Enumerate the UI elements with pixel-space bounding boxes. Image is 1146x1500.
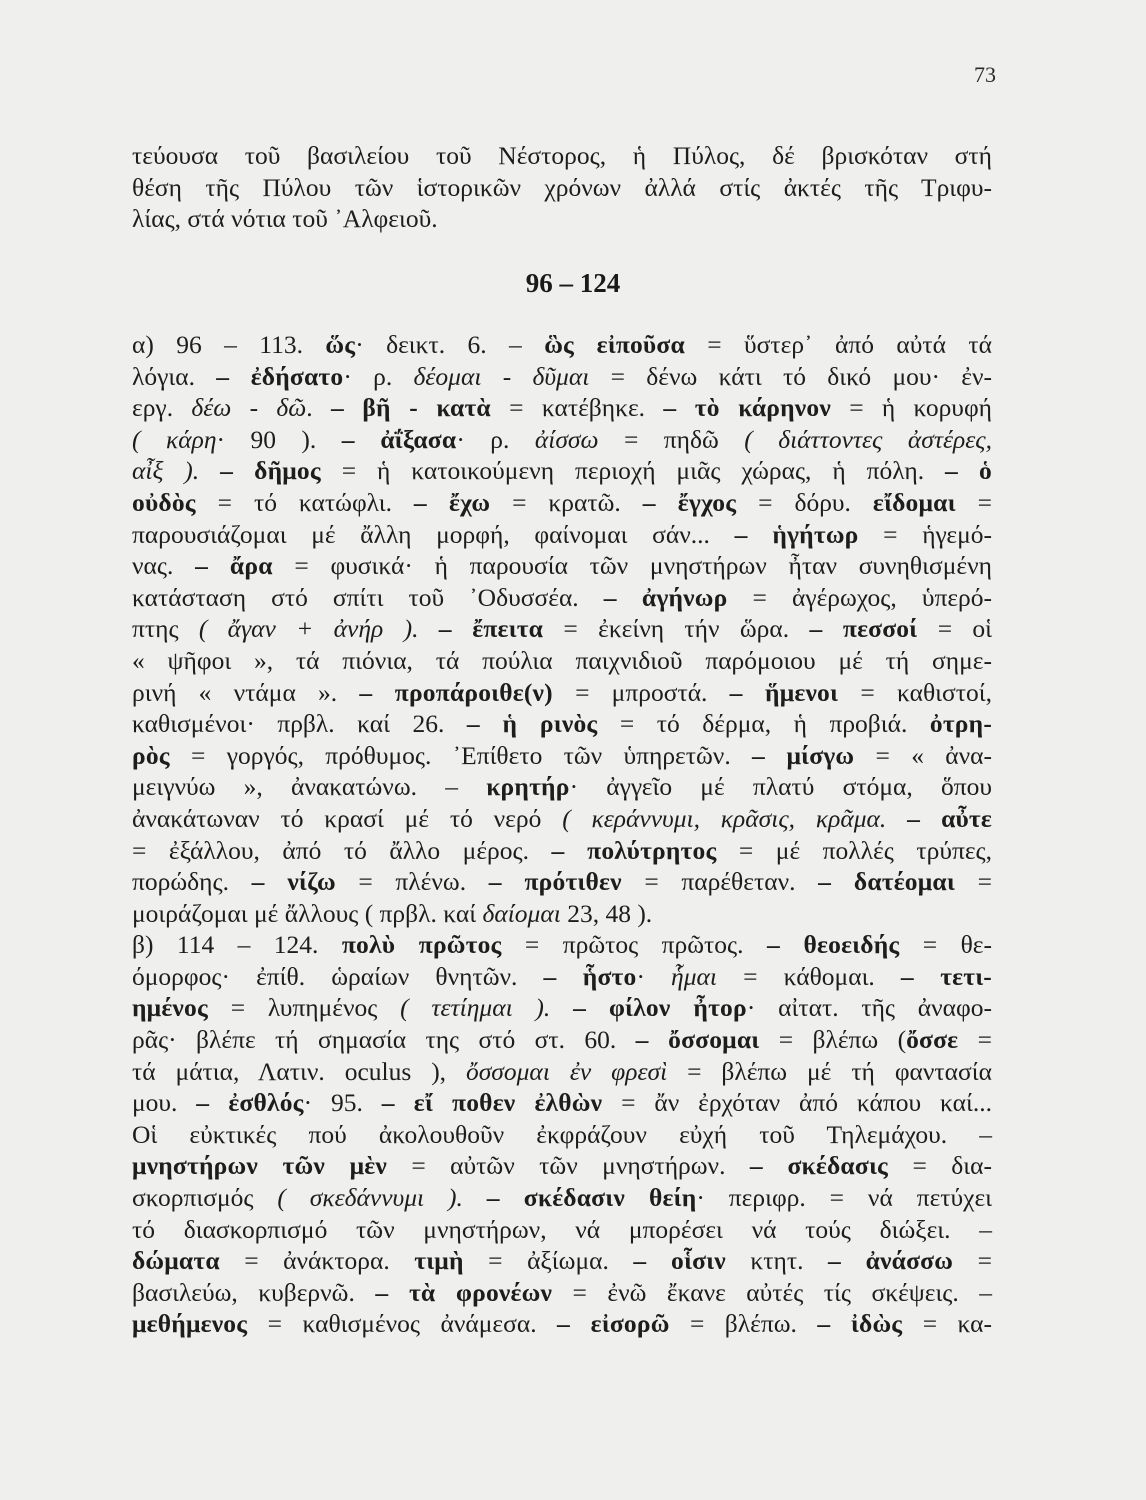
commentary-line <box>132 1214 992 1246</box>
text-line: λίας, στά νότια τοῦ ᾿Αλφειοῦ. <box>132 204 438 234</box>
commentary-line <box>132 550 992 582</box>
gloss-text: ρινή « ντάμα ». <box>132 677 360 707</box>
italic-term: δέομαι - δῦμαι <box>413 361 590 391</box>
commentary-line <box>132 677 992 709</box>
gloss-text: = « ἀνα- <box>854 740 992 770</box>
commentary-line <box>132 740 992 772</box>
gloss-text: · ρ. <box>343 361 414 391</box>
commentary-line <box>132 898 992 930</box>
lemma: ημένος <box>132 993 208 1023</box>
gloss-text: · αἰτατ. τῆς ἀναφο- <box>746 993 992 1023</box>
gloss-text: = πλένω. <box>335 867 489 897</box>
italic-term: ( διάττοντες ἀστέρες, <box>744 424 993 454</box>
gloss-text: βασιλεύω, κυβερνῶ. <box>132 1277 376 1307</box>
gloss-text: α) 96 – 113. <box>132 330 326 359</box>
lemma: – εἴ ποθεν ἐλθὼν <box>381 1088 603 1118</box>
commentary-line <box>132 613 992 645</box>
lemma: – ἄρα <box>195 551 273 581</box>
gloss-text: = ἄν ἐρχόταν ἀπό κάπου καί... <box>602 1088 992 1118</box>
lemma: – ἀΐξασα <box>341 424 457 454</box>
gloss-text: · ἀγγεῖο μέ πλατύ στόμα, ὅπου <box>569 772 992 802</box>
gloss-text <box>550 993 573 1022</box>
commentary-line <box>132 1182 992 1214</box>
commentary-line <box>132 803 992 835</box>
gloss-text: = κρατῶ. <box>490 487 643 517</box>
commentary-line <box>132 1245 992 1277</box>
lemma: – τὸ κάρηνον <box>663 393 831 423</box>
lemma: ὀτρη- <box>929 709 993 739</box>
lemma: – βῆ - κατὰ <box>330 393 491 423</box>
gloss-text: Οἱ εὐκτικές πού ἀκολουθοῦν ἐκφράζουν εὐχή τοῦ Τηλεμάχου. – <box>132 1119 992 1149</box>
gloss-text: « ψῆφοι », τά πιόνια, τά πούλια παιχνιδιοῦ παρόμοιου μέ τή σημε- <box>132 645 992 675</box>
commentary-line <box>132 929 992 961</box>
gloss-text: = ἡ κατοικούμενη περιοχή μιᾶς χώρας, ἡ πόλη. <box>320 456 945 486</box>
commentary-line <box>132 1087 992 1119</box>
lemma: κρητήρ <box>486 772 570 802</box>
lemma: δώματα <box>132 1246 220 1276</box>
lemma: εἴδομαι <box>872 487 956 517</box>
gloss-text: τά μάτια, Λατιν. oculus ), <box>132 1056 466 1086</box>
lemma: – θεοειδής <box>766 930 900 960</box>
gloss-text: = ἀγέρωχος, ὑπερό- <box>727 582 993 612</box>
commentary-line <box>132 455 992 487</box>
lemma: – ἧστο <box>543 961 637 991</box>
commentary-line <box>132 866 992 898</box>
italic-term: ὄσσομαι ἐν φρεσὶ <box>465 1056 668 1086</box>
commentary-line <box>132 392 992 424</box>
gloss-text: ρᾶς· βλέπε τή σημασία της στό στ. 60. <box>132 1025 636 1055</box>
lemma: – πολύτρητος <box>551 835 717 865</box>
gloss-text: = δόρυ. <box>736 487 873 517</box>
gloss-text: = κα- <box>902 1309 993 1339</box>
gloss-text: = βλέπω. <box>669 1309 818 1339</box>
commentary-line <box>132 519 992 551</box>
gloss-text: κτητ. <box>725 1246 828 1276</box>
gloss-text: = καθισμένος ἀνάμεσα. <box>247 1309 558 1339</box>
lemma: πολὺ πρῶτος <box>341 930 502 960</box>
commentary-line <box>132 771 992 803</box>
lemma: – σκέδασις <box>749 1151 889 1181</box>
gloss-text: εργ. <box>132 393 192 423</box>
commentary-block <box>132 329 992 1340</box>
commentary-line <box>132 1056 992 1088</box>
italic-term: ( σκεδάννυμι ). <box>277 1183 463 1213</box>
lemma: ὣς εἰποῦσα <box>544 330 685 359</box>
gloss-text: = τό κατώφλι. <box>195 487 414 517</box>
gloss-text: = ἡγεμό- <box>858 519 993 549</box>
lemma: – ὁ <box>944 456 992 486</box>
commentary-line <box>132 1308 992 1340</box>
gloss-text: = μέ πολλές τρύπες, <box>716 835 992 865</box>
gloss-text: · <box>636 961 672 991</box>
lemma: – τετι- <box>900 961 992 991</box>
gloss-text: = φυσικά· ἡ παρουσία τῶν μνηστήρων ἦταν συνηθισμένη <box>272 551 992 581</box>
gloss-text: σκορπισμός <box>132 1183 278 1213</box>
lemma: – δῆμος <box>220 456 321 486</box>
gloss-text: = καθιστοί, <box>838 677 993 707</box>
italic-term: δέω - δῶ <box>191 393 307 423</box>
lemma: – προπάροιθε(ν) <box>359 677 553 707</box>
italic-term: ἧμαι <box>671 961 717 991</box>
gloss-text: μειγνύω », ἀνακατώνω. – <box>132 772 487 802</box>
gloss-text: = αὐτῶν τῶν μνηστήρων. <box>386 1151 750 1181</box>
gloss-text: = ἡ κορυφή <box>830 393 992 423</box>
commentary-line <box>132 1024 992 1056</box>
gloss-text: = θε- <box>899 930 993 960</box>
lemma: – δατέομαι <box>818 867 955 897</box>
italic-term: ( κεράννυμι, κρᾶσις, κρᾶμα. <box>562 803 887 833</box>
gloss-text: · 95. <box>303 1088 382 1118</box>
gloss-text: = <box>955 487 992 517</box>
italic-term: αἶξ ). <box>132 456 200 486</box>
gloss-text: = κάθομαι. <box>716 961 901 991</box>
commentary-line <box>132 645 992 677</box>
gloss-text <box>199 456 220 485</box>
text-line: θέση τῆς Πύλου τῶν ἱστορικῶν χρόνων ἀλλά στίς ἀκτές τῆς Τριφυ- <box>132 172 992 202</box>
italic-term: ἀίσσω <box>534 424 599 454</box>
gloss-text: · περιφρ. = νά πετύχει <box>696 1183 993 1213</box>
gloss-text: = γοργός, πρόθυμος. ᾿Επίθετο τῶν ὑπηρετῶν. <box>169 740 752 770</box>
lemma: – σκέδασιν θείη <box>486 1183 697 1213</box>
gloss-text: παρουσιάζομαι μέ ἄλλη μορφή, φαίνομαι σάν... <box>132 519 735 549</box>
lemma: – ἡγήτωρ <box>734 519 859 549</box>
gloss-text: = παρέθεταν. <box>621 867 819 897</box>
lemma: – φίλον ἦτορ <box>573 993 747 1023</box>
lemma: – ἔπειτα <box>438 614 544 644</box>
gloss-text: λόγια. <box>132 361 217 391</box>
gloss-text: = βλέπω ( <box>759 1025 907 1055</box>
commentary-line <box>132 1119 992 1151</box>
lemma: ρὸς <box>132 740 170 770</box>
gloss-text: = πρῶτος πρῶτος. <box>501 930 767 960</box>
commentary-line <box>132 961 992 993</box>
lemma: – ἐσθλός <box>196 1088 304 1118</box>
commentary-line <box>132 487 992 519</box>
commentary-line <box>132 582 992 614</box>
gloss-text: όμορφος· ἐπίθ. ὡραίων θνητῶν. <box>132 961 544 991</box>
commentary-line <box>132 1277 992 1309</box>
commentary-line <box>132 708 992 740</box>
italic-term: ( ἄγαν + ἀνήρ ). <box>198 614 419 644</box>
text-line: τεύουσα τοῦ βασιλείου τοῦ Νέστορος, ἡ Πύλος, δέ βρισκόταν στή <box>132 141 992 170</box>
gloss-text: . <box>306 393 331 423</box>
lemma: – ἀνάσσω <box>827 1246 954 1276</box>
gloss-text: = τό δέρμα, ἡ προβιά. <box>597 709 930 739</box>
lemma: – ἀγήνωρ <box>603 582 728 612</box>
lemma: ὄσσε <box>906 1025 959 1055</box>
gloss-text: καθισμένοι· πρβλ. καί 26. <box>132 709 467 739</box>
italic-term: ( τετίημαι ). <box>400 993 551 1023</box>
gloss-text: = ἀξίωμα. <box>463 1246 634 1276</box>
lemma: τιμὴ <box>414 1246 464 1276</box>
gloss-text: πτης <box>132 614 199 644</box>
gloss-text: = ἐνῶ ἔκανε αὐτές τίς σκέψεις. – <box>552 1277 993 1307</box>
commentary-line <box>132 329 992 361</box>
lemma: – τὰ φρονέων <box>375 1277 553 1307</box>
page-number: 73 <box>974 62 996 87</box>
gloss-text: μοιράζομαι μέ ἄλλους ( πρβλ. καί <box>132 898 483 928</box>
gloss-text: = βλέπω μέ τή φαντασία <box>667 1056 992 1086</box>
lemma: – ἥμενοι <box>729 677 839 707</box>
gloss-text: = <box>953 1246 992 1276</box>
lemma: – αὖτε <box>907 803 992 833</box>
gloss-text: κατάσταση στό σπίτι τοῦ ᾿Οδυσσέα. <box>132 582 604 612</box>
gloss-text: = μπροστά. <box>552 677 730 707</box>
gloss-text: 23, 48 ). <box>560 898 653 928</box>
commentary-line <box>132 992 992 1024</box>
gloss-text <box>418 614 438 643</box>
gloss-text: = δένω κάτι τό δικό μου· ἐν- <box>589 361 992 391</box>
gloss-text: = οἱ <box>917 614 993 644</box>
gloss-text: = ἐκείνη τήν ὥρα. <box>543 614 810 644</box>
gloss-text: · ρ. <box>456 424 535 454</box>
lemma: – νίζω <box>251 867 336 897</box>
lemma: – μίσγω <box>752 740 855 770</box>
commentary-line <box>132 1150 992 1182</box>
intro-paragraph <box>132 140 992 235</box>
gloss-text: = <box>958 1025 993 1055</box>
lemma: – ἔχω <box>413 487 491 517</box>
lemma: – ἐδήσατο <box>216 361 344 391</box>
gloss-text: ἀνακάτωναν τό κρασί μέ τό νερό <box>132 803 563 833</box>
lemma: – ἔγχος <box>642 487 737 517</box>
lemma: – ἡ ρινὸς <box>466 709 598 739</box>
gloss-text: πορώδης. <box>132 867 252 897</box>
lemma: οὐδὸς <box>132 487 196 517</box>
lemma: – οἷσιν <box>633 1246 726 1276</box>
lemma: – ἰδὼς <box>817 1309 903 1339</box>
gloss-text: μου. <box>132 1088 197 1118</box>
gloss-text <box>886 804 907 833</box>
lemma: – πρότιθεν <box>488 867 622 897</box>
lemma: μεθήμενος <box>132 1309 248 1339</box>
lemma: – πεσσοί <box>809 614 918 644</box>
italic-term: ( κάρη <box>132 424 217 454</box>
commentary-line <box>132 361 992 393</box>
italic-term: δαίομαι <box>482 898 561 928</box>
gloss-text: = ἀνάκτορα. <box>219 1246 415 1276</box>
section-heading: 96 – 124 <box>525 268 621 298</box>
gloss-text: = κατέβηκε. <box>490 393 664 423</box>
commentary-line <box>132 424 992 456</box>
gloss-text: · 90 ). <box>216 424 342 454</box>
gloss-text: = δια- <box>888 1151 992 1181</box>
lemma: ὥς <box>325 330 356 359</box>
gloss-text: τό διασκορπισμό τῶν μνηστήρων, νά μπορέσει νά τούς διώξει. – <box>132 1214 992 1244</box>
gloss-text: β) 114 – 124. <box>132 930 342 960</box>
commentary-line <box>132 835 992 867</box>
lemma: – ὄσσομαι <box>635 1025 760 1055</box>
gloss-text: = πηδῶ <box>598 424 745 454</box>
gloss-text: = λυπημένος <box>207 993 401 1023</box>
gloss-text: · δεικτ. 6. – <box>355 330 545 359</box>
gloss-text: = ἐξάλλου, ἀπό τό ἄλλο μέρος. <box>132 835 552 865</box>
gloss-text: = <box>954 867 992 897</box>
gloss-text: νας. <box>132 551 196 581</box>
gloss-text <box>463 1183 487 1212</box>
lemma: – εἰσορῶ <box>557 1309 670 1339</box>
gloss-text: = ὕστερ᾿ ἀπό αὐτά τά <box>684 330 992 359</box>
lemma: μνηστήρων τῶν μὲν <box>132 1151 387 1181</box>
